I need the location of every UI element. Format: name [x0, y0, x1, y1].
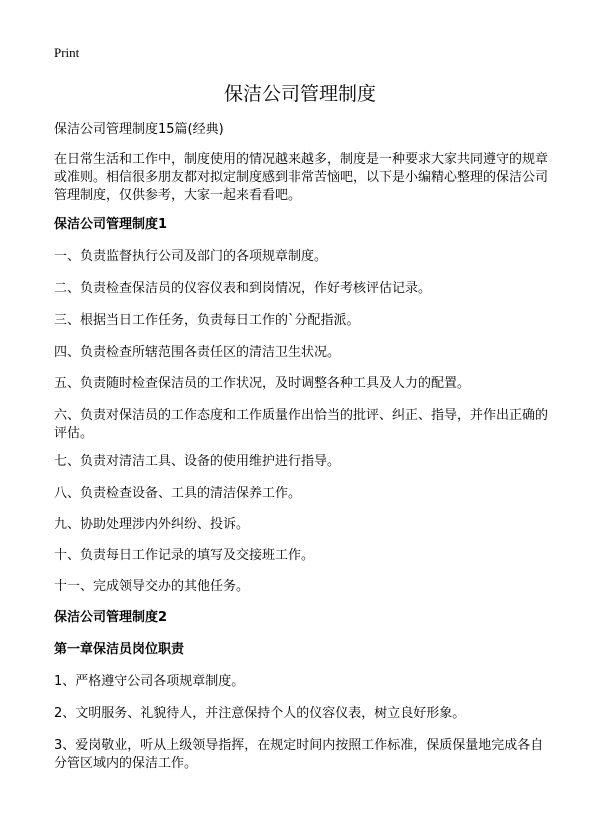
section1-item-8: 八、负责检查设备、工具的清洁保养工作。	[54, 486, 302, 501]
section2-item-2: 2、文明服务、礼貌待人，并注意保持个人的仪容仪表，树立良好形象。	[54, 706, 466, 721]
section1-item-10: 十、负责每日工作记录的填写及交接班工作。	[54, 548, 315, 563]
intro-paragraph: 在日常生活和工作中，制度使用的情况越来越多，制度是一种要求大家共同遵守的规章或准则。相信很多朋友都对拟定制度感到非常苦恼吧，以下是小编精心整理的保洁公司管理制度，仅供参考，大家一起来看看吧。	[54, 152, 549, 203]
section1-item-2: 二、负责检查保洁员的仪容仪表和到岗情况，作好考核评估记录。	[54, 281, 432, 296]
section1-item-6: 六、负责对保洁员的工作态度和工作质量作出恰当的批评、纠正、指导，并作出正确的评估。	[54, 408, 549, 441]
section-heading-1: 保洁公司管理制度1	[54, 217, 168, 232]
section2-item-1: 1、严格遵守公司各项规章制度。	[54, 674, 245, 689]
section1-item-5: 五、负责随时检查保洁员的工作状况，及时调整各种工具及人力的配置。	[54, 376, 471, 391]
section1-item-7: 七、负责对清洁工具、设备的使用维护进行指导。	[54, 454, 341, 469]
section-heading-2: 保洁公司管理制度2	[54, 610, 168, 625]
page-title: 保洁公司管理制度	[223, 83, 376, 105]
section1-item-9: 九、协助处理涉内外纠纷、投诉。	[54, 517, 250, 532]
section2-item-3: 3、爱岗敬业，听从上级领导指挥，在规定时间内按照工作标准，保质保量地完成各自分管区域内的保洁工作。	[54, 738, 544, 771]
section1-item-11: 十一、完成领导交办的其他任务。	[54, 579, 250, 594]
section1-item-3: 三、根据当日工作任务，负责每日工作的`分配指派。	[54, 313, 360, 328]
chapter-heading: 第一章保洁员岗位职责	[54, 642, 185, 657]
print-link[interactable]: Print	[54, 45, 80, 60]
document-subtitle: 保洁公司管理制度15篇(经典)	[54, 122, 224, 137]
section1-item-1: 一、负责监督执行公司及部门的各项规章制度。	[54, 249, 328, 264]
section1-item-4: 四、负责检查所辖范围各责任区的清洁卫生状况。	[54, 345, 341, 360]
